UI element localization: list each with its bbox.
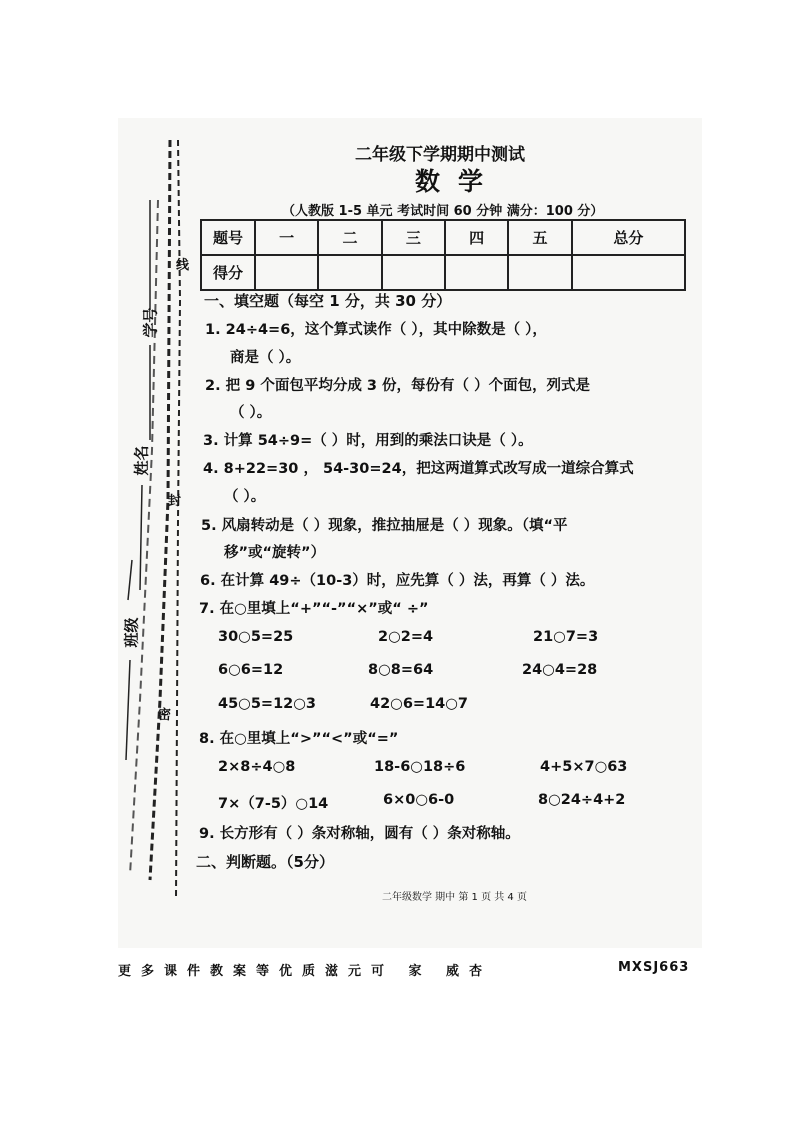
q8-item: 4+5×7○63 bbox=[540, 759, 628, 775]
question-1a: 1. 24÷4=6，这个算式读作（ ），其中除数是（ ）， bbox=[205, 322, 547, 338]
score-input[interactable] bbox=[508, 255, 571, 290]
question-5b: 移”或“旋转”） bbox=[224, 545, 326, 561]
score-input[interactable] bbox=[572, 255, 685, 290]
q8-item: 6×0○6-0 bbox=[383, 792, 455, 808]
question-3: 3. 计算 54÷9=（ ）时，用到的乘法口诀是（ ）。 bbox=[203, 433, 533, 449]
question-1b: 商是（ ）。 bbox=[230, 350, 301, 366]
score-cell-q4: 四 bbox=[445, 220, 508, 255]
question-9: 9. 长方形有（ ）条对称轴，圆有（ ）条对称轴。 bbox=[199, 826, 520, 842]
q7-item: 30○5=25 bbox=[218, 629, 294, 645]
exam-subject: 数学 bbox=[415, 167, 502, 196]
score-table bbox=[200, 219, 686, 291]
score-cell-q3: 三 bbox=[382, 220, 445, 255]
score-cell-q1: 一 bbox=[255, 220, 318, 255]
section2-heading: 二、判断题。（5分） bbox=[196, 853, 334, 871]
class-label: 班级 bbox=[122, 617, 141, 648]
score-cell-q2: 二 bbox=[318, 220, 381, 255]
score-row-label: 得分 bbox=[201, 255, 255, 290]
bottom-text: 更多课件教案等优质滋元可 家 威杏 bbox=[118, 964, 493, 979]
bottom-watermark-bar bbox=[118, 960, 690, 980]
seal-label: 封 bbox=[168, 494, 182, 509]
name-label: 姓名 bbox=[132, 445, 151, 476]
q8-item: 2×8÷4○8 bbox=[218, 759, 296, 775]
student-id-label: 学号 bbox=[141, 307, 160, 338]
question-6: 6. 在计算 49÷（10-3）时，应先算（ ）法，再算（ ）法。 bbox=[200, 573, 595, 589]
question-5a: 5. 风扇转动是（ ）现象，推拉抽屉是（ ）现象。（填“平 bbox=[201, 518, 568, 534]
question-2a: 2. 把 9 个面包平均分成 3 份，每份有（ ）个面包，列式是 bbox=[205, 378, 591, 394]
secret-label: 密 bbox=[158, 708, 172, 723]
section1-heading: 一、填空题（每空 1 分，共 30 分） bbox=[204, 292, 452, 310]
q8-item: 8○24÷4+2 bbox=[538, 792, 626, 808]
bottom-code: MXSJ663 bbox=[618, 960, 690, 975]
q7-item: 42○6=14○7 bbox=[370, 696, 468, 712]
q8-item: 7×（7-5）○14 bbox=[218, 796, 329, 812]
question-8: 8. 在○里填上“>”“<”或“=” bbox=[199, 731, 399, 747]
score-cell-label: 题号 bbox=[201, 220, 255, 255]
score-input[interactable] bbox=[445, 255, 508, 290]
score-input[interactable] bbox=[255, 255, 318, 290]
question-7: 7. 在○里填上“+”“-”“×”或“ ÷” bbox=[199, 601, 429, 617]
q7-item: 6○6=12 bbox=[218, 662, 284, 678]
line-label: 线 bbox=[176, 258, 190, 273]
q7-item: 8○8=64 bbox=[368, 662, 434, 678]
q7-item: 24○4=28 bbox=[522, 662, 598, 678]
exam-info: （人教版 1-5 单元 考试时间 60 分钟 满分：100 分） bbox=[282, 204, 604, 219]
page-footer: 二年级数学 期中 第 1 页 共 4 页 bbox=[382, 892, 527, 903]
question-4a: 4. 8+22=30 ， 54-30=24，把这两道算式改写成一道综合算式 bbox=[203, 461, 634, 477]
score-input[interactable] bbox=[318, 255, 381, 290]
q8-item: 18-6○18÷6 bbox=[374, 759, 466, 775]
score-cell-q5: 五 bbox=[508, 220, 571, 255]
question-4b: （ ）。 bbox=[224, 489, 266, 505]
q7-item: 45○5=12○3 bbox=[218, 696, 316, 712]
score-table-header-row bbox=[201, 220, 685, 255]
q7-item: 2○2=4 bbox=[378, 629, 434, 645]
exam-title: 二年级下学期期中测试 bbox=[355, 145, 525, 165]
question-2b: （ ）。 bbox=[230, 405, 272, 421]
score-table-score-row bbox=[201, 255, 685, 290]
score-input[interactable] bbox=[382, 255, 445, 290]
q7-item: 21○7=3 bbox=[533, 629, 599, 645]
score-cell-total: 总分 bbox=[572, 220, 685, 255]
